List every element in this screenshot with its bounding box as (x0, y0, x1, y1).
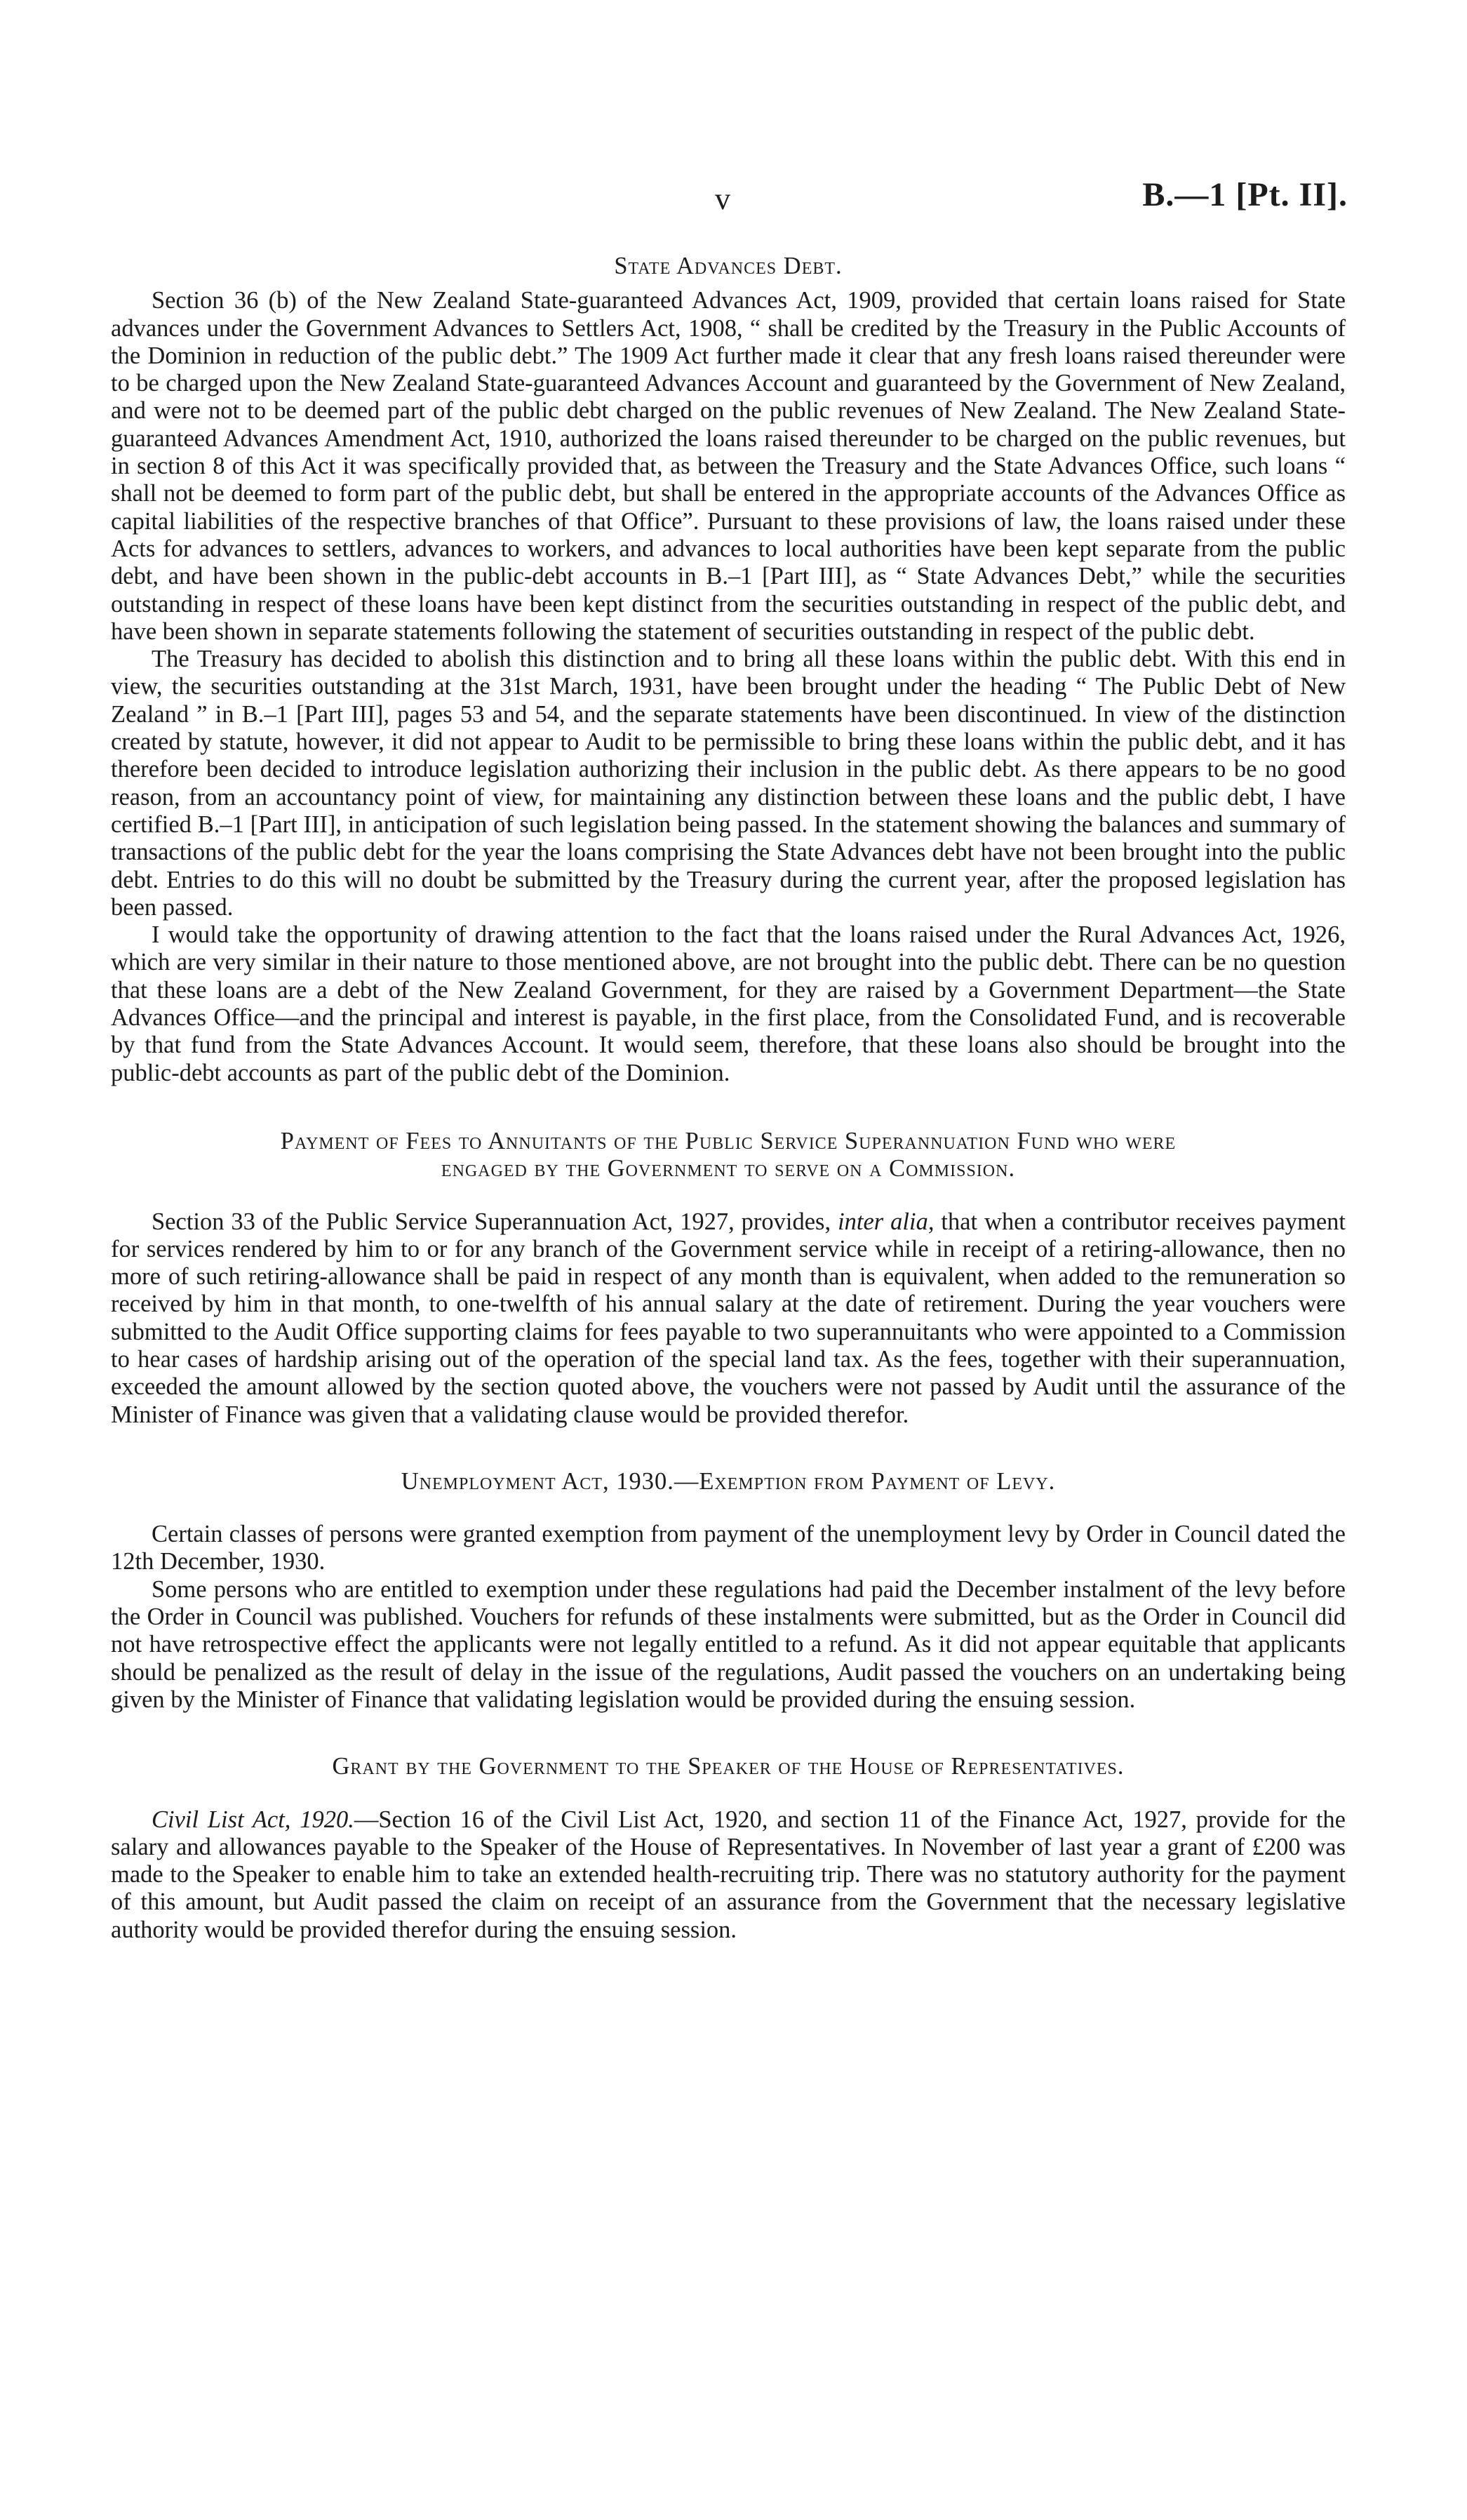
annuitants-paragraph (111, 1208, 1346, 1429)
annuitants-paragraph-start: Section 33 of the Public Service Superannuation Act, 1927, provides, (152, 1208, 838, 1235)
annuitants-paragraph-italic: inter alia, (838, 1208, 935, 1235)
state-advances-paragraph-3: I would take the opportunity of drawing attention to the fact that the loans raised under the Rural Advances Act, 1926, which are very similar in their nature to those mentioned above, are not brought into the public debt. There can be no question that these loans are a debt of the New Zealand Government, for they are raised by a Government Department—the State Advances Office—and the principal and interest is payable, in the first place, from the Consolidated Fund, and is recoverable by that fund from the State Advances Account. It would seem, therefore, that these loans also should be brought into the public-debt accounts as part of the public debt of the Dominion. (111, 921, 1346, 1086)
unemployment-paragraph-1: Certain classes of persons were granted exemption from payment of the unemployment levy by Order in Council dated the 12th December, 1930. (111, 1521, 1346, 1575)
heading-speaker-grant: Grant by the Government to the Speaker of the House of Representatives. (332, 1753, 1125, 1780)
state-advances-paragraph-2: The Treasury has decided to abolish this distinction and to bring all these loans within the public debt. With this end in view, the securities outstanding at the 31st March, 1931, have been brought under the heading “ The Public Debt of New Zealand ” in B.–1 [Part III], pages 53 and 54, and the separate statements have been discontinued. In view of the distinction created by statute, however, it did not appear to Audit to be permissible to bring these loans within the public debt, and it has therefore been decided to introduce legislation authorizing their inclusion in the public debt. As there appears to be no good reason, from an accountancy point of view, for maintaining any distinction between these loans and the public debt, I have certified B.–1 [Part III], in anticipation of such legislation being passed. In the statement showing the balances and summary of transactions of the public debt for the year the loans comprising the State Advances debt have not been brought into the public debt. Entries to do this will no doubt be submitted by the Treasury during the current year, after the proposed legislation has been passed. (111, 646, 1346, 921)
heading-state-advances-debt: State Advances Debt. (614, 253, 843, 279)
page-number: v (715, 182, 730, 216)
page-body (111, 253, 1346, 1944)
document-reference: B.—1 [Pt. II]. (1142, 176, 1348, 213)
annuitants-paragraph-rest: that when a contributor receives payment for services rendered by him to or for any branch of the Government service while in receipt of a retiring-allowance, then no more of such retiring-allowance shall be paid in respect of any month than is equivalent, when added to the remuneration so received by him in that month, to one-twelfth of his annual salary at the date of retirement. During the year vouchers were submitted to the Audit Office supporting claims for fees payable to two superannuitants who were appointed to a Commission to hear cases of hardship arising out of the operation of the special land tax. As the fees, together with their superannuation, exceeded the amount allowed by the section quoted above, the vouchers were not passed by Audit until the assurance of the Minister of Finance was given that a validating clause would be provided therefor. (111, 1208, 1346, 1428)
heading-unemployment-act: Unemployment Act, 1930.—Exemption from Payment of Levy. (401, 1467, 1056, 1495)
heading-annuitants-line-1: Payment of Fees to Annuitants of the Public Service Superannuation Fund who were (280, 1127, 1177, 1154)
unemployment-paragraph-2: Some persons who are entitled to exemption under these regulations had paid the December instalment of the levy before the Order in Council was published. Vouchers for refunds of these instalments were submitted, but as the Order in Council did not have retrospective effect the applicants were not legally entitled to a refund. As it did not appear equitable that applicants should be penalized as the result of delay in the issue of the regulations, Audit passed the vouchers on an undertaking being given by the Minister of Finance that validating legislation would be provided during the ensuing session. (111, 1575, 1346, 1713)
heading-annuitants-line-2: engaged by the Government to serve on a Commission. (441, 1155, 1016, 1182)
speaker-grant-paragraph (111, 1806, 1346, 1944)
speaker-grant-rest: —Section 16 of the Civil List Act, 1920, and section 11 of the Finance Act, 1927, provide for the salary and allowances payable to the Speaker of the House of Representatives. In November of last year a grant of £200 was made to the Speaker to enable him to take an extended health-recruiting trip. There was no statutory authority for the payment of this amount, but Audit passed the claim on receipt of an assurance from the Government that the necessary legislative authority would be provided therefor during the ensuing session. (111, 1806, 1346, 1943)
speaker-grant-italic: Civil List Act, 1920. (152, 1806, 354, 1833)
state-advances-paragraph-1: Section 36 (b) of the New Zealand State-guaranteed Advances Act, 1909, provided that certain loans raised for State advances under the Government Advances to Settlers Act, 1908, “ shall be credited by the Treasury in the Public Accounts of the Dominion in reduction of the public debt.” The 1909 Act further made it clear that any fresh loans raised thereunder were to be charged upon the New Zealand State-guaranteed Advances Account and guaranteed by the Government of New Zealand, and were not to be deemed part of the public debt charged on the public revenues of New Zealand. The New Zealand State-guaranteed Advances Amendment Act, 1910, authorized the loans raised thereunder to be charged on the public revenues, but in section 8 of this Act it was specifically provided that, as between the Treasury and the State Advances Office, such loans “ shall not be deemed to form part of the public debt, but shall be entered in the appropriate accounts of the Advances Office as capital liabilities of the respective branches of that Office”. Pursuant to these provisions of law, the loans raised under these Acts for advances to settlers, advances to workers, and advances to local authorities have been kept separate from the public debt, and have been shown in the public-debt accounts in B.–1 [Part III], as “ State Advances Debt,” while the securities outstanding in respect of these loans have been kept distinct from the securities outstanding in respect of the public debt, and have been shown in separate statements following the statement of securities outstanding in respect of the public debt. (111, 287, 1346, 645)
